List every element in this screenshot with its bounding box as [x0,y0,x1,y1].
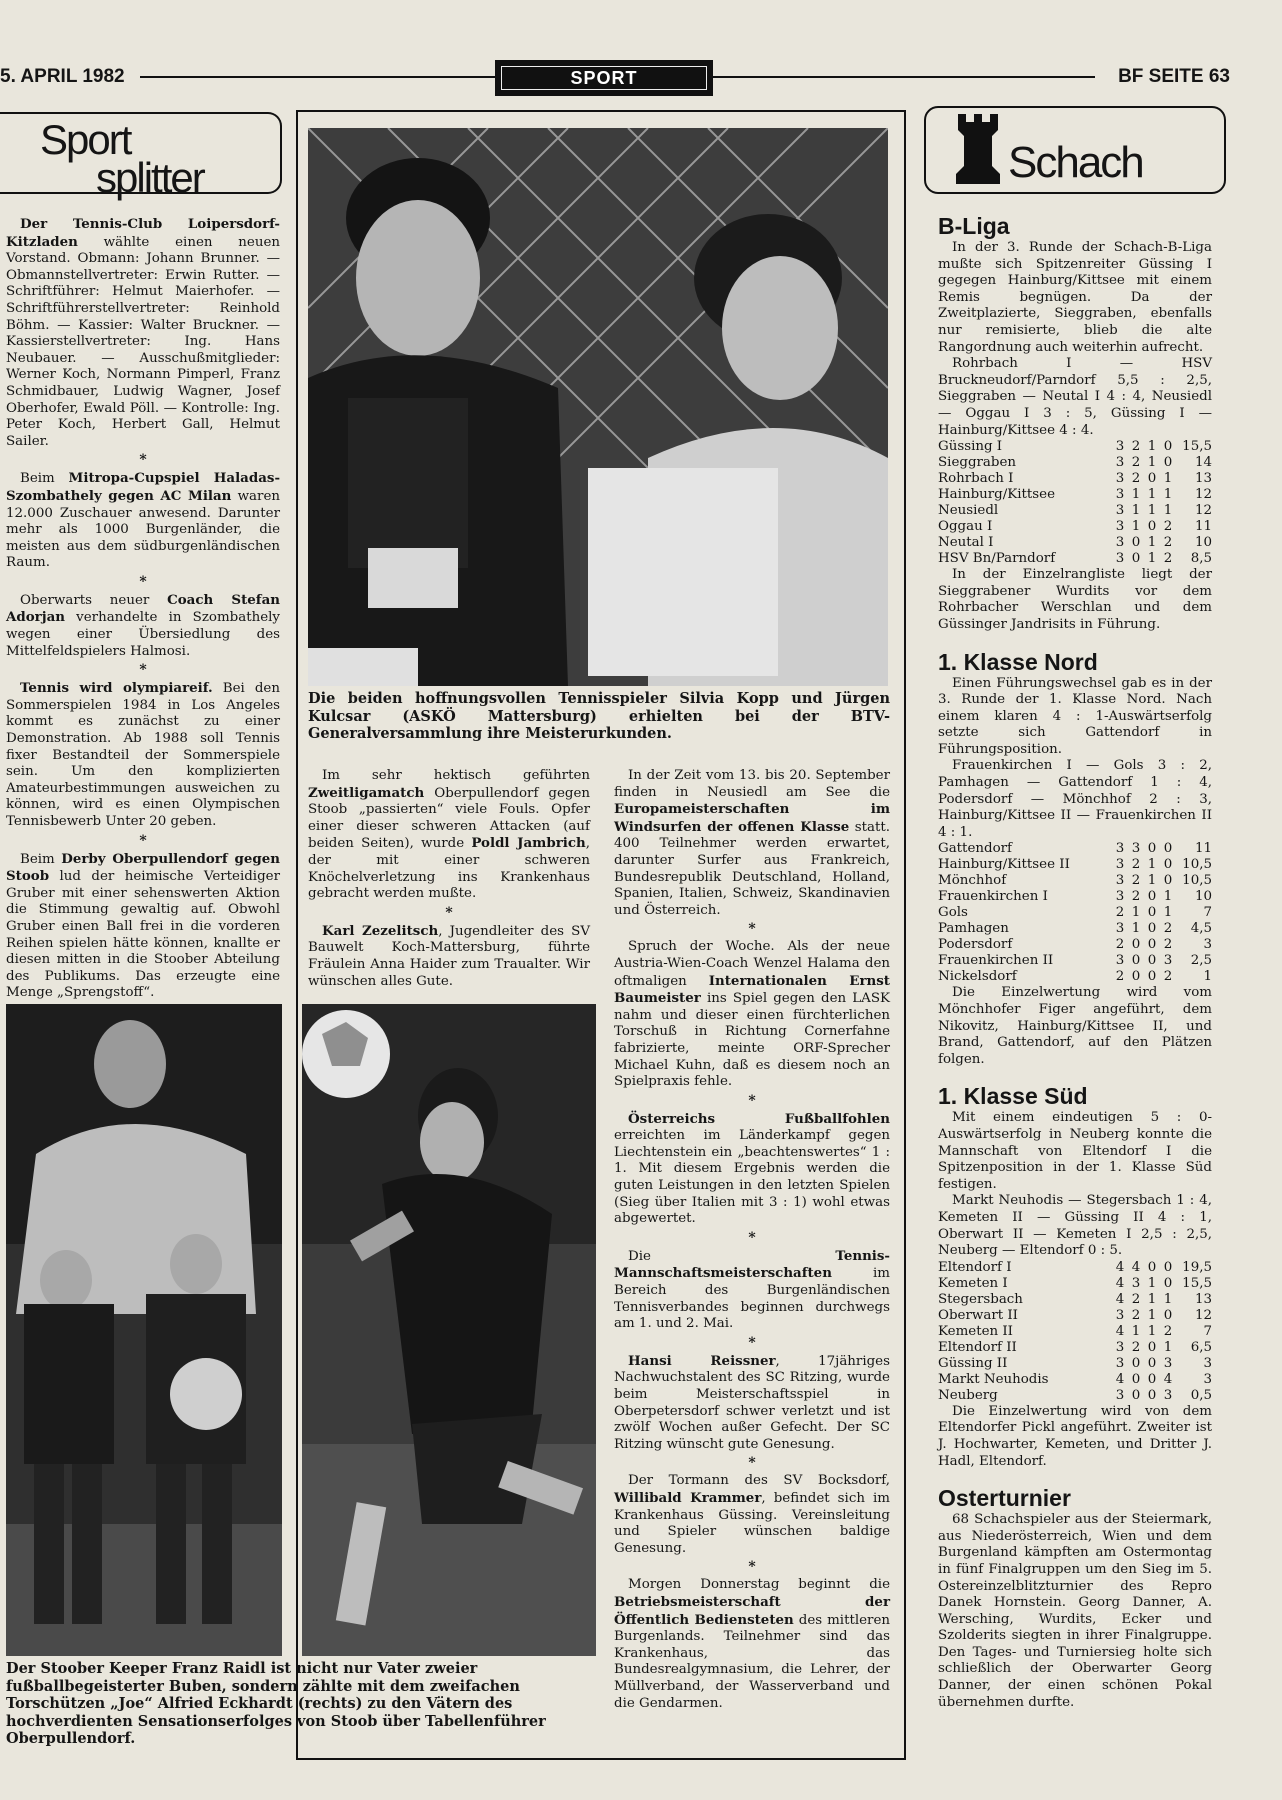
standings-value: 1 [1131,905,1141,921]
page-number: BF SEITE 63 [1118,66,1230,87]
team-name: Podersdorf [938,937,1013,953]
standings-value: 0 [1147,1387,1157,1403]
splitter-title-box [0,112,282,201]
standings-row [938,953,1212,969]
splitter-item: Der Tennis-Club Loipersdorf-Kitzladen wählte einen neuen Vorstand. Obmann: Johann Brunner. — Obmannstellvertreter: Erwin Rutter. — Schriftführer: Helmut Maierhofer. — Schriftführerstellvertreter: Reinhold Böhm. — Kassier: Walter Bruckner. — Kassierstellvertreter: Ing. Hans Neubauer. — Ausschußmitglieder: Werner Koch, Normann Pimperl, Franz Schmidbauer, Ludwig Wagner, Josef Oberhofer, Ewald Pöll. — Kontrolle: Ing. Peter Koch, Herbert Gall, Helmut Sailer. [6,216,280,449]
standings-value: 0 [1163,1259,1173,1275]
photo-keeper-image [6,1004,282,1656]
standings-value: 0 [1131,969,1141,985]
header-rule-right [707,76,1095,78]
team-name: Sieggraben [938,455,1017,471]
standings-value: 11 [1194,841,1212,857]
standings-value: 0,5 [1190,1387,1212,1403]
standings-table [938,1260,1212,1404]
standings-row [938,889,1212,905]
standings-value: 10,5 [1182,873,1212,889]
standings-value: 2 [1131,455,1141,471]
standings-value: 0 [1147,519,1157,535]
standings-value: 2 [1163,937,1173,953]
standings-value: 1 [1147,503,1157,519]
standings-row [938,551,1212,567]
standings-value: 1 [1147,1291,1157,1307]
standings-value: 1 [1147,455,1157,471]
news-item: Die Tennis-Mannschaftsmeisterschaften im Bereich des Burgenländischen Tennisverbandes beginnen durchwegs am 1. und 2. Mai. [614,1247,890,1332]
standings-value: 0 [1147,841,1157,857]
splitter-title-line2: splitter [96,154,204,201]
schach-title-box [924,106,1226,194]
standings-row [938,1388,1212,1404]
standings-value: 3 [1115,1387,1125,1403]
photo-top-caption: Die beiden hoffnungsvollen Tennisspieler Silvia Kopp und Jürgen Kulcsar (ASKÖ Mattersburg) erhielten bei der BTV-Generalversammlung ihre Meisterurkunden. [308,690,890,743]
standings-value: 10,5 [1182,857,1212,873]
news-item: Im sehr hektisch geführten Zweitligamatch Oberpullendorf gegen Stoob „passierten“ viele Fouls. Opfer einer dieser schweren Attacken (auf beiden Seiten), wurde Poldl Jambrich, der mit einer schweren Knöchelverletzung ins Krankenhaus gebracht werden mußte. [308,768,590,902]
team-name: Gattendorf [938,841,1012,857]
standings-value: 2 [1163,969,1173,985]
standings-value: 1 [1163,503,1173,519]
standings-value: 1 [1147,439,1157,455]
standings-value: 1 [1163,487,1173,503]
standings-value: 2 [1163,921,1173,937]
team-name: Neuberg [938,1387,998,1403]
standings-row [938,439,1212,455]
team-name: Mönchhof [938,873,1007,889]
team-name: Stegersbach [938,1291,1023,1307]
team-name: Güssing I [938,439,1003,455]
standings-row [938,1292,1212,1308]
header-rule-left [140,76,495,78]
standings-value: 12 [1194,503,1212,519]
standings-value: 4 [1131,1259,1141,1275]
standings-value: 10 [1194,535,1212,551]
standings-row [938,535,1212,551]
standings-value: 0 [1147,1371,1157,1387]
separator-star: * [748,1455,756,1472]
team-name: Nickelsdorf [938,969,1017,985]
section-results: Frauenkirchen I — Gols 3 : 2, Pamhagen — Gattendorf 1 : 4, Podersdorf — Mönchhof 2 : 3, Hainburg/Kittsee II — Frauenkirchen II 4 : 1. [938,758,1212,840]
separator-star: * [445,904,453,921]
team-name: Hainburg/Kittsee [938,487,1056,503]
standings-value: 1 [1147,1275,1157,1291]
standings-value: 4 [1115,1323,1125,1339]
splitter-item: Oberwarts neuer Coach Stefan Adorjan verhandelte in Szombathely wegen einer Übersiedlung des Mittelfeldspielers Halmosi. [6,591,280,659]
section-intro: In der 3. Runde der Schach-B-Liga mußte sich Spitzenreiter Güssing I gegegen Hainburg/Kittsee mit einem Remis begnügen. Da der Zweitplazierte, Sieggraben, ebenfalls nur remisierte, blieb die alte Rangordnung auch weiterhin aufrecht. [938,240,1212,355]
standings-table [938,841,1212,985]
standings-value: 2 [1131,439,1141,455]
photo-tennis-players [308,128,888,686]
standings-value: 15,5 [1182,1275,1212,1291]
standings-value: 2 [1131,873,1141,889]
separator-star: * [748,921,756,938]
standings-row [938,1276,1212,1292]
standings-value: 3 [1163,1387,1173,1403]
standings-value: 3 [1131,841,1141,857]
section-results: Markt Neuhodis — Stegersbach 1 : 4, Kemeten II — Güssing II 4 : 1, Oberwart II — Kemeten I 2,5 : 2,5, Neuberg — Eltendorf 0 : 5. [938,1193,1212,1259]
separator-star: * [139,662,147,679]
section-label: SPORT [501,66,707,90]
standings-value: 1 [1147,551,1157,567]
standings-row [938,1260,1212,1276]
standings-value: 1 [1131,503,1141,519]
standings-value: 2 [1131,857,1141,873]
standings-value: 2 [1131,1291,1141,1307]
standings-value: 3 [1115,873,1125,889]
standings-value: 1 [1147,535,1157,551]
team-name: Neutal I [938,535,994,551]
standings-value: 3 [1115,953,1125,969]
team-name: Kemeten I [938,1275,1008,1291]
standings-value: 1 [1131,921,1141,937]
chess-rook-icon [954,114,1002,184]
standings-row [938,969,1212,985]
standings-value: 0 [1147,471,1157,487]
standings-value: 3 [1203,1371,1212,1387]
standings-value: 2 [1163,1323,1173,1339]
splitter-item: Beim Mitropa-Cupspiel Haladas-Szombathely gegen AC Milan waren 12.000 Zuschauer anwesend. Darunter mehr als 1000 Burgenländer, die meisten aus dem südburgenländischen Raum. [6,470,280,571]
team-name: Kemeten II [938,1323,1013,1339]
standings-value: 19,5 [1182,1259,1212,1275]
section-heading: Osterturnier [938,1485,1071,1512]
standings-value: 0 [1131,551,1141,567]
standings-value: 13 [1194,1291,1212,1307]
standings-value: 0 [1131,535,1141,551]
issue-date: 5. APRIL 1982 [0,66,125,87]
standings-value: 3 [1115,1339,1125,1355]
standings-value: 4 [1163,1371,1173,1387]
standings-value: 1 [1147,487,1157,503]
standings-value: 4 [1115,1371,1125,1387]
schach-title: Schach [1008,138,1143,187]
standings-value: 0 [1147,921,1157,937]
standings-value: 4 [1115,1259,1125,1275]
standings-row [938,937,1212,953]
standings-value: 1 [1163,1339,1173,1355]
section-results: Rohrbach I — HSV Bruckneudorf/Parndorf 5,5 : 2,5, Sieggraben — Neutal I 4 : 4, Neusiedl — Oggau I 3 : 5, Güssing I — Hainburg/Kittsee 4 : 4. [938,356,1212,438]
team-name: Gols [938,905,968,921]
standings-value: 1 [1131,487,1141,503]
standings-value: 7 [1203,905,1212,921]
photo-soccer-player [302,1004,596,1656]
standings-value: 0 [1163,841,1173,857]
standings-value: 3 [1115,535,1125,551]
standings-value: 11 [1194,519,1212,535]
standings-value: 3 [1115,841,1125,857]
splitter-title-line1: Sport [40,116,131,163]
standings-row [938,471,1212,487]
separator-star: * [139,832,147,849]
news-item: Der Tormann des SV Bocksdorf, Willibald Krammer, befindet sich im Krankenhaus Güssing. Vereinsleitung und Spieler wünschen baldige Genesung. [614,1473,890,1556]
team-name: HSV Bn/Parndorf [938,551,1056,567]
standings-value: 2 [1163,535,1173,551]
team-name: Frauenkirchen II [938,953,1054,969]
standings-value: 1 [1163,471,1173,487]
standings-value: 0 [1163,439,1173,455]
photo-keeper-with-sons [6,1004,282,1656]
standings-value: 3 [1115,519,1125,535]
standings-value: 14 [1194,455,1212,471]
standings-value: 6,5 [1190,1339,1212,1355]
standings-value: 1 [1147,873,1157,889]
standings-value: 0 [1147,953,1157,969]
standings-value: 3 [1115,439,1125,455]
standings-value: 15,5 [1182,439,1212,455]
section-heading: 1. Klasse Nord [938,648,1098,675]
standings-value: 0 [1147,969,1157,985]
standings-row [938,455,1212,471]
section-text: 68 Schachspieler aus der Steiermark, aus Niederösterreich, Wien und dem Burgenland kämpften am Ostermontag in fünf Finalgruppen um den Sieg im 5. Ostereinzelblitzturnier des Repro Danek Hornstein. Georg Danner, A. Wersching, Wurdits, Ecker und Szolderits siegten in ihrer Finalgruppe. Den Tages- und Turniersieg holte sich schließlich der Oberwarter Georg Danner, der einen schönen Pokal übernehmen durfte. [938,1512,1212,1710]
standings-value: 3 [1163,1355,1173,1371]
standings-value: 1 [1131,1323,1141,1339]
team-name: Pamhagen [938,921,1009,937]
standings-value: 7 [1203,1323,1212,1339]
standings-value: 2 [1131,889,1141,905]
standings-value: 2 [1131,471,1141,487]
standings-value: 3 [1115,889,1125,905]
separator-star: * [748,1229,756,1246]
separator-star: * [748,1092,756,1109]
splitter-item: Tennis wird olympiareif. Bei den Sommerspielen 1984 in Los Angeles kommt es zunächst zu einer Demonstration. Ab 1988 soll Tennis fixer Bestandteil der Sommerspiele sein. Um den komplizierten Amateurbestimmungen ausweichen zu können, wird es einen Olympischen Tennisbewerb Unter 20 geben. [6,680,280,829]
section-heading: 1. Klasse Süd [938,1083,1088,1110]
standings-row [938,503,1212,519]
standings-value: 1 [1147,857,1157,873]
standings-row [938,1324,1212,1340]
standings-row [938,519,1212,535]
standings-value: 3 [1131,1275,1141,1291]
standings-value: 3 [1203,1355,1212,1371]
standings-value: 2,5 [1190,953,1212,969]
section-outro: Die Einzelwertung wird vom Mönchhofer Figer angeführt, dem Nikovitz, Hainburg/Kittsee II, und Brand, Gattendorf, auf den Plätzen folgen. [938,985,1212,1067]
standings-row [938,1372,1212,1388]
standings-row [938,1308,1212,1324]
standings-value: 13 [1194,471,1212,487]
schach-column [938,212,1212,1711]
standings-value: 4 [1115,1291,1125,1307]
standings-value: 2 [1131,1339,1141,1355]
standings-row [938,841,1212,857]
standings-row [938,873,1212,889]
standings-row [938,905,1212,921]
standings-value: 8,5 [1190,551,1212,567]
news-item: Morgen Donnerstag beginnt die Betriebsmeisterschaft der Öffentlich Bediensteten des mittleren Burgenlands. Teilnehmer sind das Krankenhaus, das Bundesrealgymnasium, die Lehrer, der Müllverband, der Wasserverband und die Gendarmen. [614,1577,890,1711]
team-name: Rohrbach I [938,471,1014,487]
standings-value: 1 [1163,889,1173,905]
standings-value: 3 [1115,1307,1125,1323]
standings-value: 0 [1131,1371,1141,1387]
standings-value: 0 [1131,937,1141,953]
section-label-box [495,60,713,96]
section-intro: Mit einem eindeutigen 5 : 0-Auswärtserfolg in Neuberg konnte die Mannschaft von Eltendorf I die Spitzenposition in der 1. Klasse Süd festigen. [938,1110,1212,1192]
middle-column-right [614,768,890,1712]
team-name: Oberwart II [938,1307,1018,1323]
team-name: Frauenkirchen I [938,889,1048,905]
standings-value: 4,5 [1190,921,1212,937]
news-item: Hansi Reissner, 17jähriges Nachwuchstalent des SC Ritzing, wurde beim Meisterschaftsspiel in Oberpetersdorf schwer verletzt und ist zwölf Wochen außer Gefecht. Der SC Ritzing wünscht gute Genesung. [614,1352,890,1452]
standings-value: 12 [1194,487,1212,503]
standings-value: 1 [1203,969,1212,985]
splitter-column [6,216,280,1002]
team-name: Markt Neuhodis [938,1371,1049,1387]
standings-value: 0 [1163,1307,1173,1323]
photo-soccer-image [302,1004,596,1656]
standings-table [938,439,1212,567]
standings-value: 0 [1163,857,1173,873]
standings-value: 0 [1147,1355,1157,1371]
team-name: Güssing II [938,1355,1008,1371]
news-item: Österreichs Fußballfohlen erreichten im Länderkampf gegen Liechtenstein ein „beachtenswertes“ 1 : 1. Mit diesem Ergebnis werden die guten Leistungen in den letzten Spielen (Sieg über Italien mit 3 : 1) wohl etwas abgewertet. [614,1110,890,1227]
standings-value: 0 [1147,1259,1157,1275]
separator-star: * [748,1559,756,1576]
photo-bottom-caption: Der Stoober Keeper Franz Raidl ist nicht nur Vater zweier fußballbegeisterter Buben, sondern zählte mit dem zweifachen Torschützen „Joe“ Alfried Eckhardt (rechts) zu den Vätern des hochverdienten Sensationserfolges von Stoob über Tabellenführer Oberpullendorf. [6,1660,546,1748]
standings-value: 2 [1131,1307,1141,1323]
standings-value: 0 [1147,889,1157,905]
standings-row [938,1356,1212,1372]
standings-value: 2 [1115,937,1125,953]
standings-value: 3 [1115,551,1125,567]
team-name: Eltendorf II [938,1339,1017,1355]
standings-value: 1 [1163,1291,1173,1307]
standings-value: 2 [1163,551,1173,567]
standings-value: 0 [1163,455,1173,471]
section-outro: Die Einzelwertung wird von dem Eltendorfer Pickl angeführt. Zweiter ist J. Hochwarter, Kemeten, und Dritter J. Hadl, Eltendorf. [938,1403,1212,1469]
standings-value: 3 [1163,953,1173,969]
middle-column-left [308,768,590,990]
standings-value: 3 [1115,455,1125,471]
news-item: In der Zeit vom 13. bis 20. September finden in Neusiedl am See die Europameisterschaften im Windsurfen der offenen Klasse statt. 400 Teilnehmer werden erwartet, darunter Surfer aus Frankreich, Bundesrepublik Deutschland, Holland, Spanien, Italien, Schweiz, Skandinavien und Österreich. [614,768,890,918]
separator-star: * [139,452,147,469]
standings-row [938,487,1212,503]
section-intro: Einen Führungswechsel gab es in der 3. Runde der 1. Klasse Nord. Nach einem klaren 4 : 1-Auswärtserfolg setzte sich Gattendorf in Führungsposition. [938,675,1212,757]
standings-value: 0 [1147,1339,1157,1355]
standings-value: 0 [1131,1355,1141,1371]
standings-value: 3 [1203,937,1212,953]
photo-tennis-image [308,128,888,686]
standings-value: 1 [1147,1307,1157,1323]
team-name: Eltendorf I [938,1259,1012,1275]
section-outro: In der Einzelrangliste liegt der Sieggrabener Wurdits vor dem Rohrbacher Werschlan und dem Güssinger Jandrisits in Führung. [938,567,1212,632]
standings-value: 1 [1163,905,1173,921]
standings-value: 0 [1163,873,1173,889]
standings-value: 2 [1163,519,1173,535]
standings-value: 0 [1163,1275,1173,1291]
standings-value: 0 [1147,905,1157,921]
standings-value: 10 [1194,889,1212,905]
standings-value: 1 [1131,519,1141,535]
team-name: Neusiedl [938,503,999,519]
standings-value: 2 [1115,969,1125,985]
standings-value: 2 [1115,905,1125,921]
section-heading: B-Liga [938,213,1010,239]
standings-row [938,1340,1212,1356]
standings-value: 1 [1147,1323,1157,1339]
separator-star: * [748,1334,756,1351]
standings-value: 0 [1147,937,1157,953]
standings-value: 4 [1115,1275,1125,1291]
standings-value: 12 [1194,1307,1212,1323]
news-item: Karl Zezelitsch, Jugendleiter des SV Bauwelt Koch-Mattersburg, führte Fräulein Anna Haider zum Traualter. Wir wünschen alles Gute. [308,922,590,989]
standings-value: 3 [1115,487,1125,503]
team-name: Hainburg/Kittsee II [938,857,1070,873]
standings-value: 0 [1131,1387,1141,1403]
separator-star: * [139,573,147,590]
team-name: Oggau I [938,519,993,535]
standings-value: 3 [1115,857,1125,873]
standings-row [938,857,1212,873]
standings-value: 0 [1131,953,1141,969]
standings-value: 3 [1115,921,1125,937]
standings-value: 3 [1115,503,1125,519]
standings-value: 3 [1115,471,1125,487]
news-item: Spruch der Woche. Als der neue Austria-Wien-Coach Wenzel Halama den oftmaligen Internationalen Ernst Baumeister ins Spiel gegen den LASK nahm und dieser einen fürchterlichen Torschuß in Richtung Cornerfahne fabrizierte, meinte ORF-Sprecher Michael Kuhn, daß es diesem noch an Spielpraxis fehle. [614,939,890,1090]
standings-value: 3 [1115,1355,1125,1371]
splitter-item: Beim Derby Oberpullendorf gegen Stoob lud der heimische Verteidiger Gruber mit einer sehenswerten Aktion die Stimmung gewaltig auf. Obwohl Gruber einen Ball frei in die vorderen Reihen spielen hätte können, knallte er diesen mitten in die Stoober Abteilung des Publikums. Das erzeugte eine Menge „Sprengstoff“. [6,850,280,1001]
standings-row [938,921,1212,937]
